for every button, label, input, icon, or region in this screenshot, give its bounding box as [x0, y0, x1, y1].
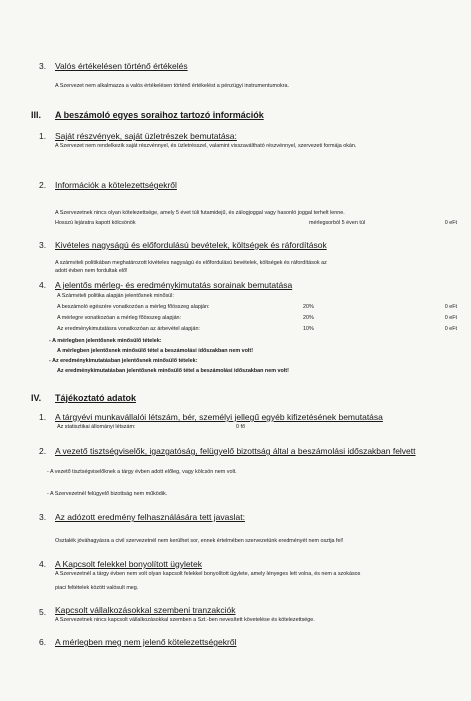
section-heading: Információk a kötelezettségekről: [55, 180, 177, 190]
bold-note: - A mérlegben jelentősnek minősülő tételek:: [49, 338, 162, 344]
section-heading: A tárgyévi munkavállalói létszám, bér, személyi jellegű egyéb kifizetésének bemutatása: [55, 412, 383, 422]
bold-note: - Az eredménykimutatásban jelentősnek minősülő tételek:: [49, 358, 198, 364]
section-heading: A vezető tisztségviselők, igazgatóság, felügyelő bizottság által a beszámolási időszakban felvett: [55, 446, 416, 456]
section-number: 3.: [39, 61, 47, 71]
threshold-label: A beszámoló egészére vonatkozóan a mérleg főösszeg alapján:: [57, 304, 210, 310]
threshold-percent: 10%: [303, 326, 314, 332]
row-value: 0 eFt: [444, 220, 457, 226]
section-number: 2.: [39, 180, 47, 190]
section-text: A számviteli politikában meghatározott kivételes nagyságú és előfordulású bevételek, költségek és ráfordítások az: [55, 260, 327, 266]
section-heading: Kivételes nagyságú és előfordulású bevételek, költségek és ráfordítások: [55, 240, 327, 250]
row-value: 0 fő: [236, 424, 245, 430]
chapter-heading: A beszámoló egyes soraihoz tartozó információk: [55, 110, 264, 120]
section-heading: A jelentős mérleg- és eredménykimutatás sorainak bemutatása: [55, 280, 293, 290]
bold-note: A mérlegben jelentősnek minősülő tétel a beszámolási időszakban nem volt!: [57, 348, 254, 354]
section-text: A Szervezetnek nincs olyan kötelezettsége, amely 5 évet túli futamidejű, és zálogjoggal vagy hasonló joggal terhelt lenne.: [55, 210, 345, 216]
section-number: 1.: [39, 131, 47, 141]
section-number: 4.: [39, 280, 47, 290]
section-text: - A Szervezetnél felügyelő bizottság nem működik.: [47, 491, 168, 497]
bold-note: Az eredménykimutatásban jelentősnek minősülő tétel a beszámolási időszakban nem volt!: [57, 368, 289, 374]
chapter-number: III.: [31, 110, 42, 120]
section-text: A Számviteli politika alapján jelentősnek minősül:: [57, 293, 174, 299]
section-text: A Szervezet nem alkalmazza a valós értékelésen történő értékelést a pénzügyi instrumentumokra.: [55, 83, 290, 89]
chapter-heading: Tájékoztató adatok: [55, 393, 137, 403]
section-number: 5.: [39, 607, 47, 617]
row-middle: mérlegsorból 5 éven túl: [309, 220, 366, 226]
threshold-percent: 20%: [303, 304, 314, 310]
section-number: 2.: [39, 446, 47, 456]
section-text: piaci feltételek között valósult meg.: [55, 585, 139, 591]
section-heading: A Kapcsolt felekkel bonyolított ügyletek: [55, 559, 202, 569]
row-label: Az statisztikai állományi létszám:: [57, 424, 136, 430]
section-text: - A vezető tisztségviselőknek a tárgy évben adott előleg, vagy kölcsön nem volt.: [47, 469, 237, 475]
section-number: 3.: [39, 512, 47, 522]
threshold-percent: 20%: [303, 315, 314, 321]
chapter-number: IV.: [31, 393, 42, 403]
section-number: 3.: [39, 240, 47, 250]
section-heading: Saját részvények, saját üzletrészek bemutatása:: [55, 131, 237, 141]
threshold-label: Az eredménykimutatásra vonatkozóan az árbevétel alapján:: [57, 326, 200, 332]
threshold-value: 0 eFt: [444, 315, 457, 321]
section-text: A Szervezetnél a tárgy évben nem volt olyan kapcsolt felekkel bonyolított ügylete, amely lényeges lett volna, és nem a szokásos: [55, 571, 361, 577]
section-heading: Az adózott eredmény felhasználására tett javaslat:: [55, 512, 245, 522]
section-heading: Valós értékelésen történő értékelés: [55, 61, 188, 71]
row-label: Hosszú lejáratra kapott kölcsönök: [55, 220, 136, 226]
section-number: 4.: [39, 559, 47, 569]
section-heading: Kapcsolt vállalkozásokkal szembeni tranzakciók: [55, 605, 236, 615]
section-heading: A mérlegben meg nem jelenő kötelezettségekről: [55, 637, 237, 647]
threshold-label: A mérlegre vonatkozóan a mérleg főösszeg alapján:: [57, 315, 182, 321]
threshold-value: 0 eFt: [444, 326, 457, 332]
section-number: 6.: [39, 637, 47, 647]
section-number: 1.: [39, 412, 47, 422]
section-text: adott évben nem fordultak elő!: [55, 268, 128, 274]
section-text: Osztalék jóváhagyásra a civil szervezetnél nem kerülhet sor, ennek értelmében szervezetünk eredményét nem osztja fel!: [55, 538, 344, 544]
section-text: A Szervezet nem rendelkezik saját részvénnyel, és üzletrésszel, valamint visszaváltható részvénnyel, szervezeti formája okán.: [55, 143, 357, 149]
section-text: A Szervezetnek nincs kapcsolt vállalkozásokkal szemben a Szt.-ben nevesített követelése és kötelezettsége.: [55, 617, 315, 623]
threshold-value: 0 eFt: [444, 304, 457, 310]
